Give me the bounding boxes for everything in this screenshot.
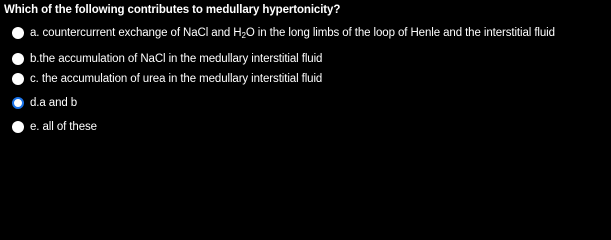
option-c[interactable] — [12, 71, 322, 87]
option-d-label — [30, 97, 77, 109]
option-e-text: all of these — [42, 121, 97, 133]
option-b[interactable] — [12, 51, 322, 67]
option-a-text-before: countercurrent exchange of NaCl and H — [42, 26, 242, 39]
radio-button-b[interactable] — [12, 53, 24, 65]
option-c-letter: c. — [30, 73, 39, 85]
option-b-letter: b. — [30, 53, 40, 65]
option-e-letter: e. — [30, 121, 40, 133]
option-a-subscript: 2 — [241, 30, 246, 40]
radio-button-a[interactable] — [12, 27, 24, 39]
option-b-text: the accumulation of NaCl in the medullary interstitial fluid — [39, 53, 323, 65]
radio-button-d-selected[interactable] — [12, 97, 24, 109]
question-text: Which of the following contributes to medullary hypertonicity? — [4, 4, 341, 16]
radio-button-c[interactable] — [12, 73, 24, 85]
option-c-text: the accumulation of urea in the medullary interstitial fluid — [41, 73, 323, 85]
option-a-label — [30, 27, 555, 40]
option-a-text-after: O in the long limbs of the loop of Henle and the interstitial fluid — [245, 26, 555, 39]
option-e-label — [30, 121, 97, 133]
option-a-letter: a. — [30, 26, 40, 39]
radio-button-e[interactable] — [12, 121, 24, 133]
option-e[interactable] — [12, 119, 97, 135]
option-c-label — [30, 73, 322, 85]
option-d-letter: d. — [30, 97, 40, 109]
option-d-text: a and b — [39, 97, 78, 109]
option-a[interactable] — [12, 25, 555, 41]
option-b-label — [30, 53, 322, 65]
option-d[interactable] — [12, 95, 77, 111]
